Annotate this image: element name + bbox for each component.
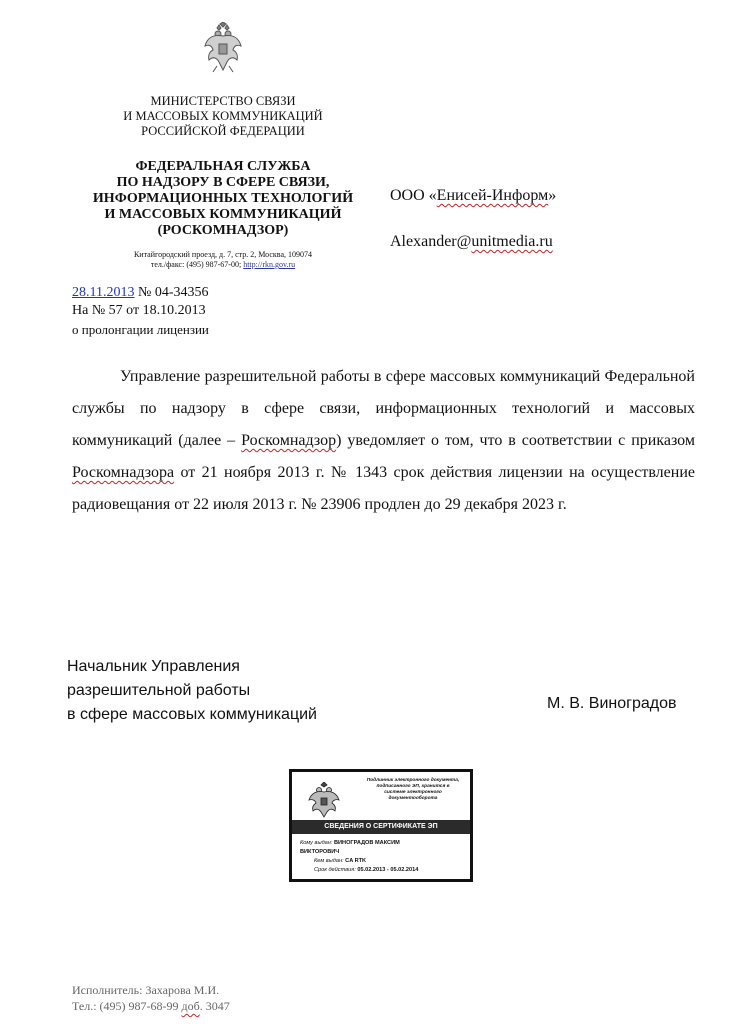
ministry-line-1: МИНИСТЕРСТВО СВЯЗИ: [150, 94, 296, 108]
stamp-owner: [300, 839, 468, 848]
body-part-2: ) уведомляет о том, что в соответствии с приказом: [336, 432, 696, 449]
stamp-details: [300, 839, 468, 875]
stamp-notice-line-1: Подлинник электронного документа,: [366, 778, 460, 783]
stamp-emblem-icon: [308, 782, 340, 818]
body-abbr-1: Роскомнадзор: [241, 432, 337, 449]
service-line-4: И МАССОВЫХ КОММУНИКАЦИЙ: [104, 207, 342, 222]
sender-address: [88, 250, 358, 270]
body-part-3: от 21 ноября 2013 г. № 1343 срок действия лицензии на осуществление радиовещания от 22 июля 2013 г. № 23906 продлен до 29 декабря 2023 г.: [72, 464, 695, 513]
service-line-2: ПО НАДЗОРУ В СФЕРЕ СВЯЗИ,: [116, 175, 330, 190]
phone-ext: . 3047: [199, 999, 230, 1013]
stamp-banner: СВЕДЕНИЯ О СЕРТИФИКАТЕ ЭП: [292, 820, 470, 834]
service-line-1: ФЕДЕРАЛЬНАЯ СЛУЖБА: [135, 159, 311, 174]
executor-footer: [72, 982, 230, 1014]
document-number: № 04-34356: [137, 285, 209, 300]
reply-reference: На № 57 от 18.10.2013: [72, 303, 206, 318]
email-user: Alexander@: [390, 233, 472, 250]
executor-phone: [72, 998, 230, 1014]
stamp-validity: [300, 866, 468, 875]
stamp-notice-line-4: документооборота: [388, 796, 438, 801]
contact-line: [88, 260, 358, 270]
org-suffix: »: [548, 187, 557, 204]
phone-prefix: Тел.: (495) 987-68-99: [72, 999, 182, 1013]
ministry-line-3: РОССИЙСКОЙ ФЕДЕРАЦИИ: [141, 124, 305, 138]
recipient-email: [390, 233, 553, 251]
signatory-title-line-1: Начальник Управления: [67, 658, 240, 675]
letter-body: [72, 361, 695, 521]
body-part-1: Управление разрешительной работы в сфере массовых коммуникаций Федеральной службы по надзору в сфере связи, информационных технологий и массовых коммуникаций (далее –: [72, 368, 695, 449]
owner-value: ВИНОГРАДОВ МАКСИМ: [333, 840, 400, 846]
owner-label: Кому выдан:: [300, 840, 333, 846]
signatory-title: [67, 655, 317, 727]
ministry-line-2: И МАССОВЫХ КОММУНИКАЦИЙ: [123, 109, 323, 123]
address-line: Китайгородский проезд, д. 7, стр. 2, Москва, 109074: [133, 250, 313, 259]
issuer-value: CA RTK: [345, 858, 367, 864]
document-date[interactable]: 28.11.2013: [72, 285, 135, 300]
signatory-name: М. В. Виноградов: [547, 695, 677, 712]
signatory-title-line-3: в сфере массовых коммуникаций: [67, 706, 317, 723]
executor-name: Исполнитель: Захарова М.И.: [72, 983, 220, 997]
validity-label: Срок действия:: [314, 867, 356, 873]
signatory-title-line-2: разрешительной работы: [67, 682, 251, 699]
email-domain: unitmedia.ru: [471, 233, 553, 250]
stamp-notice-line-3: системе электронного: [384, 790, 442, 795]
recipient-organization: [390, 187, 556, 205]
issuer-label: Кем выдан:: [314, 858, 344, 864]
phone-ext-word: доб: [181, 999, 200, 1013]
stamp-notice-line-2: подписанного ЭП, хранится в: [376, 784, 450, 789]
validity-value: 05.02.2013 - 05.02.2014: [357, 867, 419, 873]
body-abbr-2: Роскомнадзора: [72, 464, 175, 481]
stamp-notice: [356, 778, 470, 802]
service-line-5: (РОСКОМНАДЗОР): [157, 223, 289, 238]
service-line-3: ИНФОРМАЦИОННЫХ ТЕХНОЛОГИЙ: [92, 191, 354, 206]
website-link[interactable]: http://rkn.gov.ru: [243, 260, 296, 269]
stamp-issuer: [300, 857, 468, 866]
document-references: [72, 284, 209, 339]
org-prefix: ООО «: [390, 187, 437, 204]
subject-line: о пролонгации лицензии: [72, 322, 209, 337]
service-header: [80, 159, 366, 239]
stamp-owner-cont: ВИКТОРОВИЧ: [300, 849, 340, 855]
certificate-stamp: [289, 769, 473, 882]
org-name: Енисей-Информ: [436, 187, 549, 204]
ministry-header: [96, 94, 350, 139]
phone-fax: тел./факс: (495) 987-67-00;: [150, 260, 242, 269]
outgoing-ref: [72, 284, 209, 302]
coat-of-arms-icon: [203, 22, 243, 74]
